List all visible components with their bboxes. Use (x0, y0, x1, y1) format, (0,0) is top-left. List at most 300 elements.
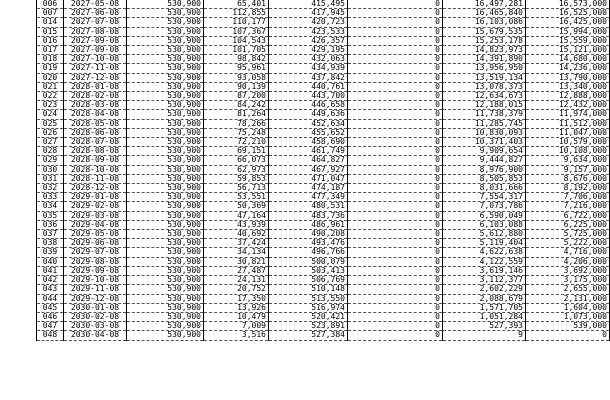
installment-number-cell: 033 (37, 193, 64, 202)
installment-number-cell: 048 (37, 331, 64, 340)
installment-number-cell: 023 (37, 101, 64, 110)
principal-cell: 449,636 (269, 110, 348, 119)
fee-cell: 0 (348, 55, 443, 64)
payment-amount-cell: 530,900 (127, 322, 204, 331)
interest-cell: 43,939 (204, 220, 269, 229)
payment-date-cell: 2028-07-08 (64, 138, 127, 147)
installment-number-cell: 042 (37, 276, 64, 285)
principal-cell: 417,945 (269, 9, 348, 18)
interest-cell: 13,926 (204, 303, 269, 312)
fee-cell: 0 (348, 294, 443, 303)
remaining-balance-cell: 10,371,403 (443, 138, 526, 147)
table-row (37, 202, 610, 211)
installment-number-cell: 040 (37, 257, 64, 266)
payment-date-cell: 2027-09-08 (64, 46, 127, 55)
fee-cell: 0 (348, 110, 443, 119)
principal-cell: 527,384 (269, 331, 348, 340)
payment-amount-cell: 530,900 (127, 138, 204, 147)
remaining-balance-cell: 7,554,317 (443, 193, 526, 202)
remaining-balance-cell: 9,909,654 (443, 147, 526, 156)
interest-cell: 47,164 (204, 211, 269, 220)
interest-cell: 66,073 (204, 156, 269, 165)
total-cell: 3,175,000 (526, 276, 610, 285)
total-cell: 9,157,000 (526, 165, 610, 174)
total-cell: 2,131,000 (526, 294, 610, 303)
fee-cell: 0 (348, 331, 443, 340)
total-cell: 15,994,000 (526, 27, 610, 36)
payment-amount-cell: 530,900 (127, 128, 204, 137)
payment-date-cell: 2029-05-08 (64, 230, 127, 239)
table-row (37, 248, 610, 257)
fee-cell: 0 (348, 0, 443, 9)
fee-cell: 0 (348, 73, 443, 82)
table-row (37, 64, 610, 73)
fee-cell: 0 (348, 322, 443, 331)
fee-cell: 0 (348, 64, 443, 73)
total-cell: 10,108,000 (526, 147, 610, 156)
payment-amount-cell: 530,900 (127, 202, 204, 211)
payment-date-cell: 2028-10-08 (64, 165, 127, 174)
total-cell: 9,634,000 (526, 156, 610, 165)
fee-cell: 0 (348, 92, 443, 101)
payment-amount-cell: 530,900 (127, 257, 204, 266)
payment-date-cell: 2030-02-08 (64, 312, 127, 321)
total-cell: 6,225,000 (526, 220, 610, 229)
fee-cell: 0 (348, 220, 443, 229)
installment-number-cell: 032 (37, 184, 64, 193)
interest-cell: 62,973 (204, 165, 269, 174)
installment-number-cell: 035 (37, 211, 64, 220)
installment-number-cell: 022 (37, 92, 64, 101)
payment-amount-cell: 530,900 (127, 110, 204, 119)
table-row (37, 294, 610, 303)
interest-cell: 50,369 (204, 202, 269, 211)
total-cell: 12,888,000 (526, 92, 610, 101)
total-cell: 15,559,000 (526, 36, 610, 45)
principal-cell: 432,063 (269, 55, 348, 64)
payment-date-cell: 2029-01-08 (64, 193, 127, 202)
fee-cell: 0 (348, 285, 443, 294)
principal-cell: 474,187 (269, 184, 348, 193)
fee-cell: 0 (348, 276, 443, 285)
fee-cell: 0 (348, 128, 443, 137)
installment-number-cell: 047 (37, 322, 64, 331)
fee-cell: 0 (348, 211, 443, 220)
principal-cell: 483,736 (269, 211, 348, 220)
fee-cell: 0 (348, 101, 443, 110)
installment-number-cell: 036 (37, 220, 64, 229)
payment-amount-cell: 530,900 (127, 46, 204, 55)
total-cell: 16,573,000 (526, 0, 610, 9)
installment-number-cell: 006 (37, 0, 64, 9)
payment-amount-cell: 530,900 (127, 55, 204, 64)
remaining-balance-cell: 6,103,088 (443, 220, 526, 229)
payment-date-cell: 2030-03-08 (64, 322, 127, 331)
remaining-balance-cell: 15,679,535 (443, 27, 526, 36)
payment-amount-cell: 530,900 (127, 165, 204, 174)
remaining-balance-cell: 3,619,146 (443, 266, 526, 275)
interest-cell: 37,424 (204, 239, 269, 248)
remaining-balance-cell: 10,830,093 (443, 128, 526, 137)
remaining-balance-cell: 4,122,559 (443, 257, 526, 266)
remaining-balance-cell: 8,976,900 (443, 165, 526, 174)
principal-cell: 496,766 (269, 248, 348, 257)
payment-amount-cell: 530,900 (127, 64, 204, 73)
payment-amount-cell: 530,900 (127, 248, 204, 257)
interest-cell: 3,516 (204, 331, 269, 340)
payment-date-cell: 2029-06-08 (64, 239, 127, 248)
payment-amount-cell: 530,900 (127, 0, 204, 9)
payment-amount-cell: 530,900 (127, 230, 204, 239)
principal-cell: 520,421 (269, 312, 348, 321)
fee-cell: 0 (348, 257, 443, 266)
fee-cell: 0 (348, 119, 443, 128)
payment-date-cell: 2027-09-08 (64, 36, 127, 45)
principal-cell: 458,690 (269, 138, 348, 147)
interest-cell: 78,266 (204, 119, 269, 128)
remaining-balance-cell: 5,119,404 (443, 239, 526, 248)
payment-date-cell: 2029-11-08 (64, 285, 127, 294)
remaining-balance-cell: 3,112,377 (443, 276, 526, 285)
principal-cell: 443,700 (269, 92, 348, 101)
installment-number-cell: 020 (37, 73, 64, 82)
payment-date-cell: 2027-10-08 (64, 55, 127, 64)
fee-cell: 0 (348, 138, 443, 147)
remaining-balance-cell: 7,073,786 (443, 202, 526, 211)
fee-cell: 0 (348, 147, 443, 156)
installment-number-cell: 039 (37, 248, 64, 257)
total-cell: 4,206,000 (526, 257, 610, 266)
interest-cell: 101,705 (204, 46, 269, 55)
payment-date-cell: 2028-04-08 (64, 110, 127, 119)
interest-cell: 59,853 (204, 174, 269, 183)
remaining-balance-cell: 8,505,853 (443, 174, 526, 183)
payment-amount-cell: 530,900 (127, 101, 204, 110)
payment-date-cell: 2028-01-08 (64, 82, 127, 91)
interest-cell: 87,200 (204, 92, 269, 101)
total-cell: 13,790,000 (526, 73, 610, 82)
remaining-balance-cell: 4,622,638 (443, 248, 526, 257)
payment-amount-cell: 530,900 (127, 92, 204, 101)
payment-date-cell: 2027-11-08 (64, 64, 127, 73)
payment-date-cell: 2029-10-08 (64, 276, 127, 285)
payment-amount-cell: 530,900 (127, 82, 204, 91)
interest-cell: 75,248 (204, 128, 269, 137)
principal-cell: 500,079 (269, 257, 348, 266)
installment-number-cell: 031 (37, 174, 64, 183)
remaining-balance-cell: 1,051,284 (443, 312, 526, 321)
principal-cell: 452,634 (269, 119, 348, 128)
installment-number-cell: 024 (37, 110, 64, 119)
interest-cell: 104,543 (204, 36, 269, 45)
payment-date-cell: 2027-12-08 (64, 73, 127, 82)
fee-cell: 0 (348, 9, 443, 18)
installment-number-cell: 018 (37, 55, 64, 64)
payment-amount-cell: 530,900 (127, 9, 204, 18)
installment-number-cell: 016 (37, 36, 64, 45)
remaining-balance-cell: 16,465,840 (443, 9, 526, 18)
total-cell: 16,425,000 (526, 18, 610, 27)
interest-cell: 17,350 (204, 294, 269, 303)
payment-date-cell: 2029-02-08 (64, 202, 127, 211)
principal-cell: 455,652 (269, 128, 348, 137)
payment-amount-cell: 530,900 (127, 285, 204, 294)
interest-cell: 56,713 (204, 184, 269, 193)
payment-amount-cell: 530,900 (127, 239, 204, 248)
payment-date-cell: 2028-11-08 (64, 174, 127, 183)
interest-cell: 53,551 (204, 193, 269, 202)
payment-date-cell: 2029-08-08 (64, 257, 127, 266)
payment-amount-cell: 530,900 (127, 312, 204, 321)
payment-amount-cell: 530,900 (127, 73, 204, 82)
payment-amount-cell: 530,900 (127, 147, 204, 156)
fee-cell: 0 (348, 82, 443, 91)
total-cell: 13,340,000 (526, 82, 610, 91)
amortization-sheet (36, 0, 610, 341)
payment-date-cell: 2028-09-08 (64, 156, 127, 165)
remaining-balance-cell: 11,738,379 (443, 110, 526, 119)
installment-number-cell: 007 (37, 9, 64, 18)
principal-cell: 503,413 (269, 266, 348, 275)
payment-date-cell: 2029-03-08 (64, 211, 127, 220)
fee-cell: 0 (348, 36, 443, 45)
installment-number-cell: 037 (37, 230, 64, 239)
payment-amount-cell: 530,900 (127, 266, 204, 275)
fee-cell: 0 (348, 193, 443, 202)
principal-cell: 486,961 (269, 220, 348, 229)
total-cell: 4,716,000 (526, 248, 610, 257)
table-row (37, 119, 610, 128)
total-cell: 2,655,000 (526, 285, 610, 294)
total-cell: 15,121,000 (526, 46, 610, 55)
installment-number-cell: 026 (37, 128, 64, 137)
payment-date-cell: 2029-04-08 (64, 220, 127, 229)
payment-amount-cell: 530,900 (127, 184, 204, 193)
interest-cell: 93,058 (204, 73, 269, 82)
principal-cell: 477,349 (269, 193, 348, 202)
fee-cell: 0 (348, 27, 443, 36)
payment-date-cell: 2030-01-08 (64, 303, 127, 312)
installment-number-cell: 025 (37, 119, 64, 128)
total-cell: 539,000 (526, 322, 610, 331)
principal-cell: 437,842 (269, 73, 348, 82)
installment-number-cell: 019 (37, 64, 64, 73)
remaining-balance-cell: 5,612,880 (443, 230, 526, 239)
principal-cell: 516,974 (269, 303, 348, 312)
total-cell: 16,525,000 (526, 9, 610, 18)
remaining-balance-cell: 16,103,086 (443, 18, 526, 27)
interest-cell: 7,009 (204, 322, 269, 331)
table-row (37, 211, 610, 220)
installment-number-cell: 045 (37, 303, 64, 312)
principal-cell: 461,749 (269, 147, 348, 156)
installment-number-cell: 021 (37, 82, 64, 91)
table-row (37, 27, 610, 36)
fee-cell: 0 (348, 18, 443, 27)
remaining-balance-cell: 2,088,679 (443, 294, 526, 303)
payment-date-cell: 2028-05-08 (64, 119, 127, 128)
fee-cell: 0 (348, 46, 443, 55)
interest-cell: 65,401 (204, 0, 269, 9)
table-row (37, 331, 610, 340)
interest-cell: 10,479 (204, 312, 269, 321)
principal-cell: 423,533 (269, 27, 348, 36)
total-cell: 1,073,000 (526, 312, 610, 321)
remaining-balance-cell: 13,956,950 (443, 64, 526, 73)
principal-cell: 490,208 (269, 230, 348, 239)
table-row (37, 257, 610, 266)
principal-cell: 426,357 (269, 36, 348, 45)
fee-cell: 0 (348, 165, 443, 174)
remaining-balance-cell: 14,391,890 (443, 55, 526, 64)
installment-number-cell: 030 (37, 165, 64, 174)
total-cell: 5,725,000 (526, 230, 610, 239)
interest-cell: 95,961 (204, 64, 269, 73)
principal-cell: 467,927 (269, 165, 348, 174)
total-cell: 14,236,000 (526, 64, 610, 73)
installment-number-cell: 027 (37, 138, 64, 147)
payment-date-cell: 2027-05-08 (64, 0, 127, 9)
fee-cell: 0 (348, 230, 443, 239)
total-cell: 0 (526, 331, 610, 340)
total-cell: 11,974,000 (526, 110, 610, 119)
payment-date-cell: 2029-09-08 (64, 266, 127, 275)
total-cell: 10,579,000 (526, 138, 610, 147)
fee-cell: 0 (348, 266, 443, 275)
principal-cell: 506,769 (269, 276, 348, 285)
interest-cell: 40,692 (204, 230, 269, 239)
interest-cell: 98,842 (204, 55, 269, 64)
payment-amount-cell: 530,900 (127, 174, 204, 183)
payment-amount-cell: 530,900 (127, 193, 204, 202)
installment-number-cell: 046 (37, 312, 64, 321)
payment-date-cell: 2029-07-08 (64, 248, 127, 257)
payment-date-cell: 2027-08-08 (64, 27, 127, 36)
principal-cell: 471,047 (269, 174, 348, 183)
payment-date-cell: 2030-04-08 (64, 331, 127, 340)
total-cell: 7,706,000 (526, 193, 610, 202)
principal-cell: 446,658 (269, 101, 348, 110)
payment-amount-cell: 530,900 (127, 331, 204, 340)
installment-number-cell: 041 (37, 266, 64, 275)
total-cell: 12,432,000 (526, 101, 610, 110)
principal-cell: 440,761 (269, 82, 348, 91)
payment-amount-cell: 530,900 (127, 276, 204, 285)
installment-number-cell: 043 (37, 285, 64, 294)
total-cell: 6,722,000 (526, 211, 610, 220)
payment-date-cell: 2027-06-08 (64, 9, 127, 18)
interest-cell: 27,487 (204, 266, 269, 275)
principal-cell: 420,723 (269, 18, 348, 27)
payment-amount-cell: 530,900 (127, 211, 204, 220)
fee-cell: 0 (348, 174, 443, 183)
fee-cell: 0 (348, 248, 443, 257)
remaining-balance-cell: 1,571,705 (443, 303, 526, 312)
payment-date-cell: 2028-08-08 (64, 147, 127, 156)
total-cell: 1,604,000 (526, 303, 610, 312)
installment-number-cell: 044 (37, 294, 64, 303)
remaining-balance-cell: 16,497,281 (443, 0, 526, 9)
table-row (37, 110, 610, 119)
payment-date-cell: 2028-02-08 (64, 92, 127, 101)
fee-cell: 0 (348, 239, 443, 248)
remaining-balance-cell: 12,188,015 (443, 101, 526, 110)
payment-date-cell: 2028-06-08 (64, 128, 127, 137)
fee-cell: 0 (348, 312, 443, 321)
principal-cell: 523,891 (269, 322, 348, 331)
principal-cell: 415,495 (269, 0, 348, 9)
principal-cell: 429,195 (269, 46, 348, 55)
installment-number-cell: 014 (37, 18, 64, 27)
total-cell: 8,192,000 (526, 184, 610, 193)
total-cell: 7,216,000 (526, 202, 610, 211)
remaining-balance-cell: 9 (443, 331, 526, 340)
table-row (37, 18, 610, 27)
remaining-balance-cell: 15,253,178 (443, 36, 526, 45)
interest-cell: 30,821 (204, 257, 269, 266)
principal-cell: 513,550 (269, 294, 348, 303)
principal-cell: 510,148 (269, 285, 348, 294)
interest-cell: 20,752 (204, 285, 269, 294)
table-row (37, 73, 610, 82)
remaining-balance-cell: 12,634,673 (443, 92, 526, 101)
table-row (37, 165, 610, 174)
payment-date-cell: 2029-12-08 (64, 294, 127, 303)
fee-cell: 0 (348, 184, 443, 193)
payment-amount-cell: 530,900 (127, 303, 204, 312)
fee-cell: 0 (348, 156, 443, 165)
amortization-table (36, 0, 610, 341)
interest-cell: 34,134 (204, 248, 269, 257)
table-body (37, 0, 610, 340)
interest-cell: 72,210 (204, 138, 269, 147)
total-cell: 3,692,000 (526, 266, 610, 275)
total-cell: 5,222,000 (526, 239, 610, 248)
total-cell: 8,676,000 (526, 174, 610, 183)
interest-cell: 84,242 (204, 101, 269, 110)
principal-cell: 434,939 (269, 64, 348, 73)
remaining-balance-cell: 6,590,049 (443, 211, 526, 220)
remaining-balance-cell: 527,393 (443, 322, 526, 331)
payment-amount-cell: 530,900 (127, 294, 204, 303)
installment-number-cell: 028 (37, 147, 64, 156)
payment-amount-cell: 530,900 (127, 156, 204, 165)
installment-number-cell: 017 (37, 46, 64, 55)
remaining-balance-cell: 8,031,666 (443, 184, 526, 193)
installment-number-cell: 034 (37, 202, 64, 211)
table-row (37, 156, 610, 165)
remaining-balance-cell: 9,444,827 (443, 156, 526, 165)
remaining-balance-cell: 14,823,973 (443, 46, 526, 55)
interest-cell: 69,151 (204, 147, 269, 156)
fee-cell: 0 (348, 202, 443, 211)
payment-date-cell: 2028-03-08 (64, 101, 127, 110)
interest-cell: 24,131 (204, 276, 269, 285)
payment-amount-cell: 530,900 (127, 18, 204, 27)
interest-cell: 112,855 (204, 9, 269, 18)
payment-date-cell: 2028-12-08 (64, 184, 127, 193)
remaining-balance-cell: 13,078,373 (443, 82, 526, 91)
total-cell: 11,512,000 (526, 119, 610, 128)
table-row (37, 285, 610, 294)
installment-number-cell: 029 (37, 156, 64, 165)
remaining-balance-cell: 13,519,134 (443, 73, 526, 82)
installment-number-cell: 015 (37, 27, 64, 36)
interest-cell: 107,367 (204, 27, 269, 36)
principal-cell: 480,531 (269, 202, 348, 211)
payment-amount-cell: 530,900 (127, 119, 204, 128)
fee-cell: 0 (348, 303, 443, 312)
